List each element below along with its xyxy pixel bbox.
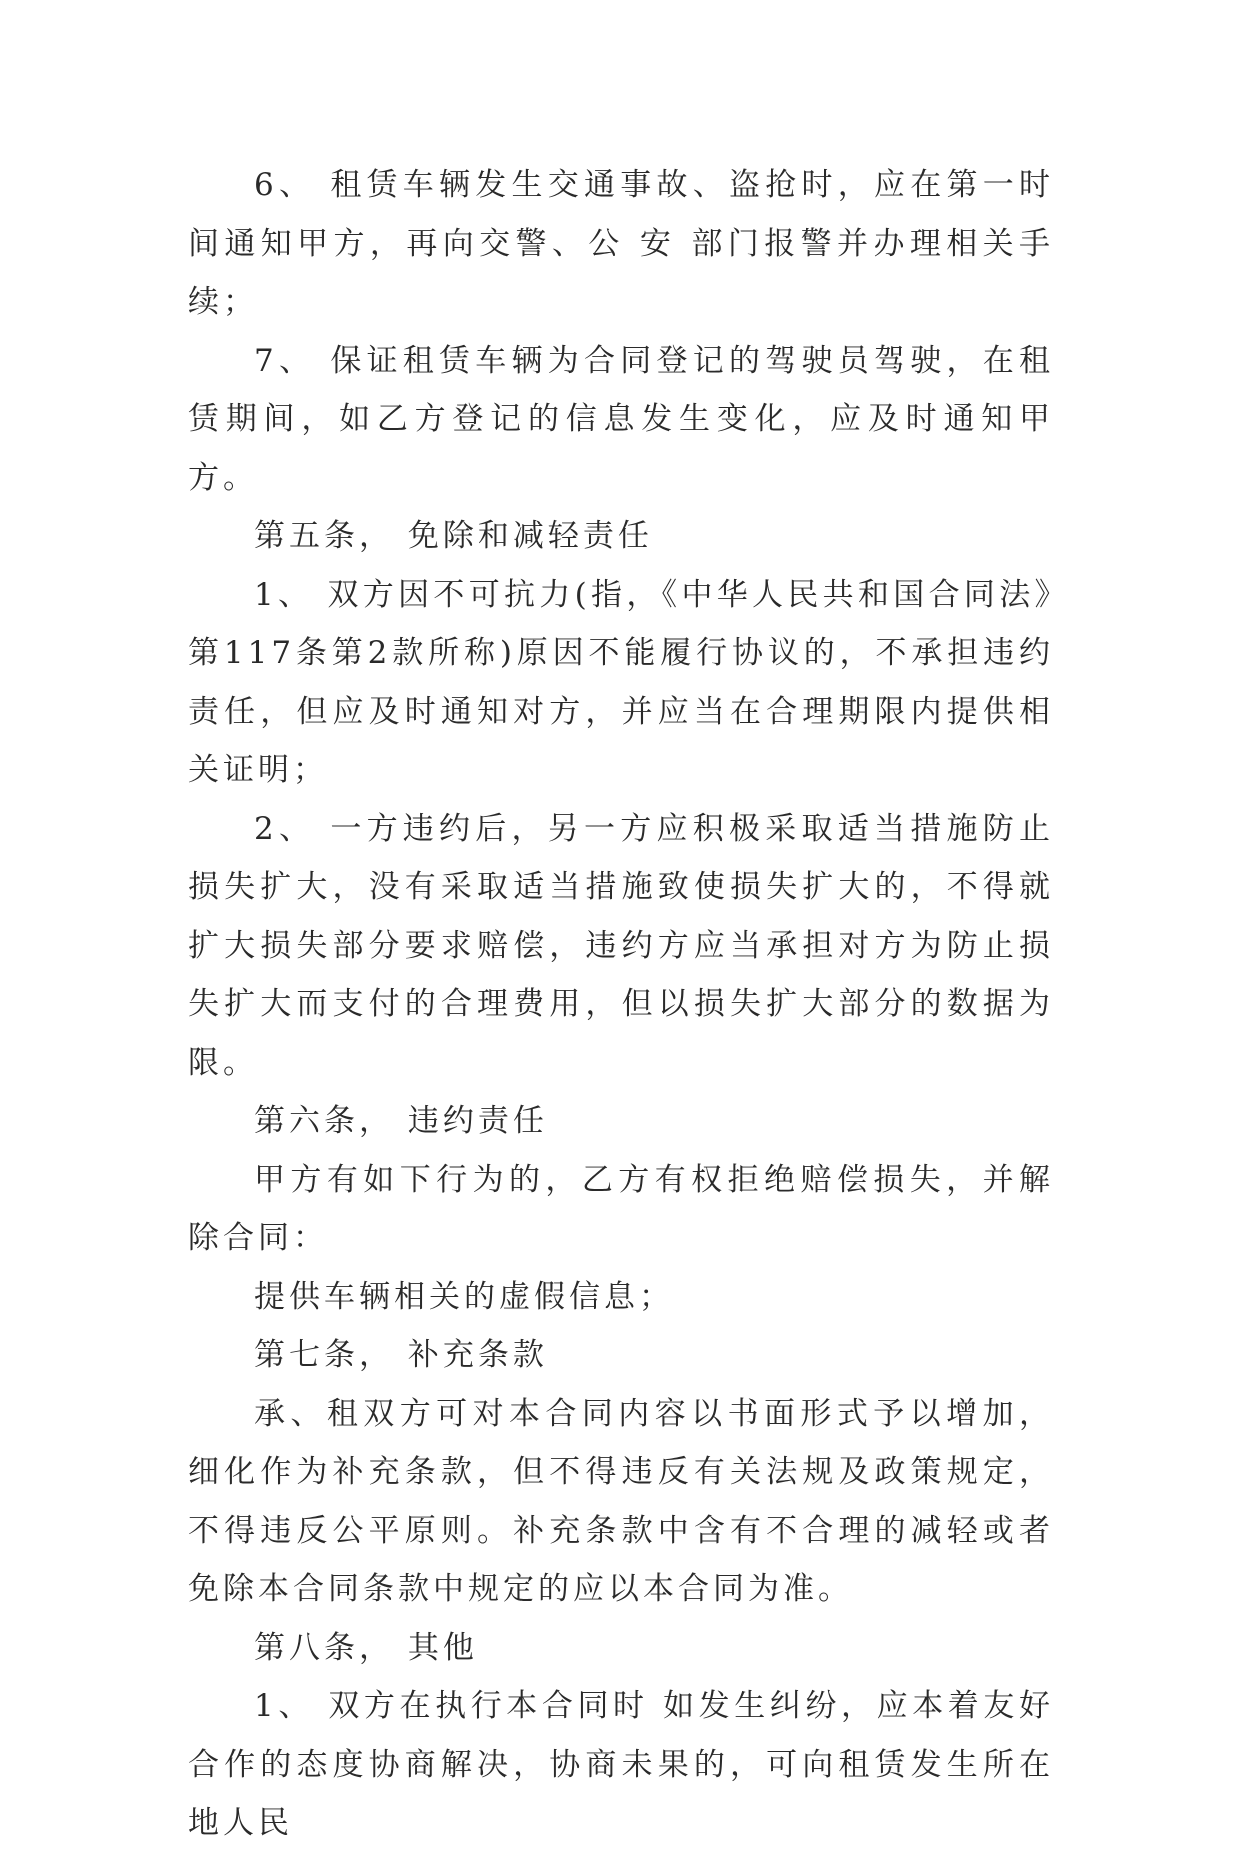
article-6-intro: 甲方有如下行为的，乙方有权拒绝赔偿损失，并解除合同：	[188, 1161, 1054, 1256]
article-6-heading: 第六条， 违约责任	[254, 1103, 548, 1139]
document-page	[188, 156, 1054, 1853]
article-5-heading: 第五条， 免除和减轻责任	[254, 518, 653, 554]
article-5-item-2: 2、 一方违约后，另一方应积极采取适当措施防止损失扩大，没有采取适当措施致使损失扩大的，不得就扩大损失部分要求赔偿，违约方应当承担对方为防止损失扩大而支付的合理费用，但以损失扩大部分的数据为限。	[188, 810, 1054, 1081]
article-8-heading: 第八条， 其他	[254, 1629, 478, 1666]
clause-item-7: 7、 保证租赁车辆为合同登记的驾驶员驾驶，在租赁期间，如乙方登记的信息发生变化，应及时通知甲方。	[188, 342, 1054, 496]
article-7-heading: 第七条， 补充条款	[254, 1337, 548, 1373]
article-7-body: 承、租双方可对本合同内容以书面形式予以增加，细化作为补充条款，但不得违反有关法规及政策规定，不得违反公平原则。补充条款中含有不合理的减轻或者免除本合同条款中规定的应以本合同为准。	[188, 1395, 1054, 1607]
article-5-item-1: 1、 双方因不可抗力(指，《中华人民共和国合同法》第117条第2款所称)原因不能履行协议的，不承担违约责任，但应及时通知对方，并应当在合理期限内提供相关证明；	[188, 576, 1054, 788]
article-8-item-1: 1、 双方在执行本合同时 如发生纠纷，应本着友好合作的态度协商解决，协商未果的，可向租赁发生所在地人民	[188, 1688, 1054, 1841]
article-6-item: 提供车辆相关的虚假信息；	[254, 1278, 674, 1315]
clause-item-6: 6、 租赁车辆发生交通事故、盗抢时，应在第一时间通知甲方，再向交警、公 安 部门报警并办理相关手续；	[188, 167, 1054, 320]
